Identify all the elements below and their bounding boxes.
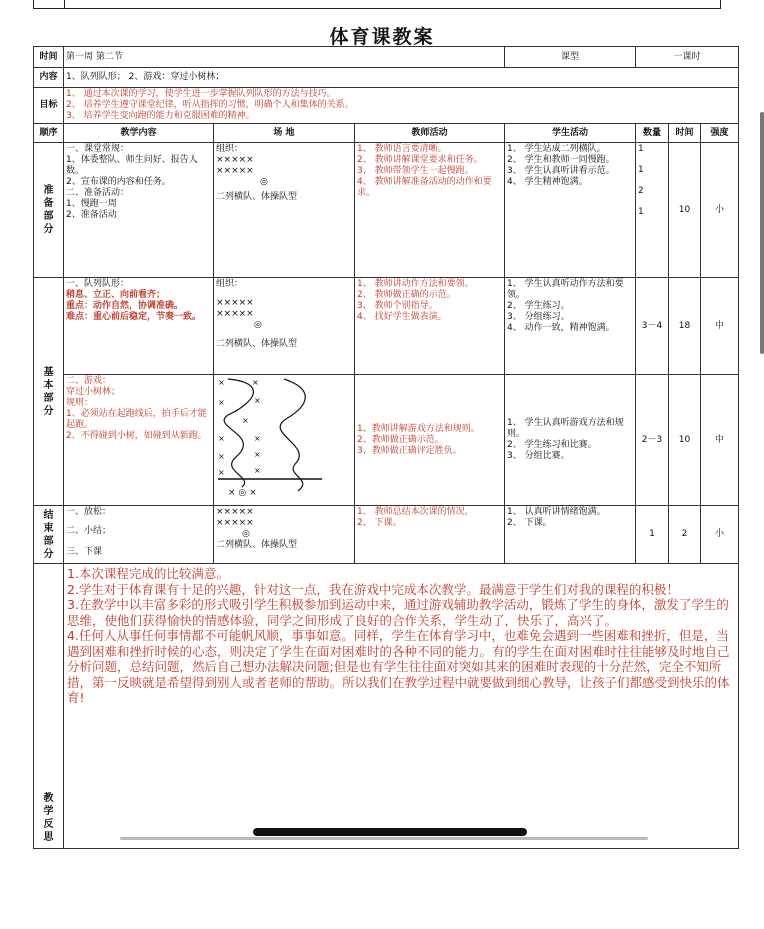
goal-row — [34, 88, 739, 124]
time-row — [34, 47, 739, 68]
reflection-text — [64, 564, 739, 849]
home-indicator[interactable] — [253, 828, 527, 836]
time-value: 第一周 第二节 — [64, 47, 505, 68]
content-value: 1、队列队形； 2、游戏：穿过小树林； — [64, 68, 739, 88]
column-header: 数量 — [636, 124, 669, 143]
tree-marker: × — [218, 452, 225, 461]
tree-marker: × — [254, 450, 261, 459]
tree-marker: × — [242, 416, 249, 425]
reflection-label: 教学反思 — [34, 564, 64, 849]
section-row-basic — [34, 278, 739, 375]
section-qty: 1 1 2 1 — [636, 143, 669, 278]
goal-label: 目标 — [34, 88, 64, 124]
section-field: ××××× ××××× ◎ 二列横队、体操队型 — [214, 506, 355, 564]
section-content: 一、课堂常规： 1、体委整队、师生问好、报告人数。 2、宣布课的内容和任务。 二、准备活动： 1、慢跑一周 2、准备活动 — [64, 143, 214, 278]
section-time: 10 — [669, 143, 701, 278]
tree-marker: × — [254, 396, 261, 405]
section-name: 基本部分 — [34, 278, 64, 506]
type-label: 课型 — [505, 47, 636, 68]
goal-item: 1、 通过本次课的学习，使学生进一步掌握队列队形的方法与技巧。 — [66, 89, 336, 99]
previous-page-table-edge — [33, 0, 721, 9]
section-qty: 1 — [636, 506, 669, 564]
lesson-plan-sheet — [33, 46, 738, 846]
section-teacher: 1、 教师语言要清晰。 2、 教师讲解课堂要求和任务。 3、 教师带领学生一起慢跑。 4、 教师讲解准备活动的动作和要求。 — [355, 143, 505, 278]
game-field-diagram — [214, 375, 355, 506]
section-qty: 2－3 — [636, 375, 669, 506]
section-name: 结束部分 — [34, 506, 64, 564]
reflection-row — [34, 564, 739, 849]
tree-marker: × — [254, 434, 261, 443]
section-row-closing — [34, 506, 739, 564]
tree-marker: × — [218, 378, 225, 387]
column-header: 时间 — [669, 124, 701, 143]
column-header: 场 地 — [214, 124, 355, 143]
type-value: 一课时 — [636, 47, 739, 68]
reflection-paragraph: 2.学生对于体育课有十足的兴趣，针对这一点，我在游戏中完成本次教学。最满意于学生们对我的课程的积极！ — [67, 581, 679, 597]
vertical-scrollbar[interactable] — [760, 112, 764, 354]
game-field-svg — [214, 375, 355, 501]
section-intensity: 中 — [701, 375, 739, 506]
section-field: 组织： ××××× ××××× ◎ 二列横队、体操队型 — [214, 278, 355, 375]
reflection-paragraph: 3.在教学中以丰富多彩的形式吸引学生积极参加到运动中来，通过游戏辅助教学活动，锻炼了学生的身体，激发了学生的思维，使他们获得愉快的情感体验，同学之间形成了良好的合作关系，学生动了，快乐了，高兴了。 — [67, 597, 729, 628]
column-header-row — [34, 124, 739, 143]
column-header: 教师活动 — [355, 124, 505, 143]
tree-marker: × — [218, 468, 225, 477]
section-teacher: 1、 教师讲动作方法和要领。 2、 教师做正确的示范。 3、 教师个别指导。 4、 找好学生做表演。 — [355, 278, 505, 375]
reflection-paragraph: 1.本次课程完成的比较满意。 — [67, 566, 229, 581]
section-teacher: 1、 教师总结本次课的情况。 2、 下课。 — [355, 506, 505, 564]
lesson-plan-table — [33, 46, 739, 849]
content-label: 内容 — [34, 68, 64, 88]
tree-marker: × — [218, 434, 225, 443]
tree-marker: × — [252, 378, 259, 387]
column-header: 教学内容 — [64, 124, 214, 143]
section-intensity: 小 — [701, 143, 739, 278]
tree-marker: × — [218, 398, 225, 407]
section-intensity: 小 — [701, 506, 739, 564]
column-header: 学生活动 — [505, 124, 636, 143]
page-title: 体育课教案 — [329, 26, 435, 48]
horizontal-scroll-track[interactable] — [120, 837, 648, 840]
section-content: 二、游戏： 穿过小树林； 规则： 1、必须站在起跑线后，拍手后才能起跑。 2、不得碰到小树，如碰到从新跑。 — [64, 375, 214, 506]
section-row-preparation — [34, 143, 739, 278]
section-student: 1、 学生认真听游戏方法和规则。 2、 学生练习和比赛。 3、 分组比赛。 — [505, 375, 636, 506]
section-teacher: 1、教师讲解游戏方法和规则。 2、教师做正确示范。 3、教师做正确评定胜负。 — [355, 375, 505, 506]
section-content: 一、放松： 二、小结； 三、下课 — [64, 506, 214, 564]
section-qty: 3－4 — [636, 278, 669, 375]
section-field: 组织： ××××× ××××× ◎ 二列横队、体操队型 — [214, 143, 355, 278]
section-row-game — [34, 375, 739, 506]
section-student: 1、 学生站成二列横队。 2、 学生和教师一同慢跑。 3、 学生认真听讲看示范。 4、 学生精神饱满。 — [505, 143, 636, 278]
tree-marker: × — [254, 466, 261, 475]
section-time: 2 — [669, 506, 701, 564]
column-header: 顺序 — [34, 124, 64, 143]
column-header: 强度 — [701, 124, 739, 143]
reflection-paragraph: 4.任何人从事任何事情都不可能帆风顺，事事如意。同样，学生在体育学习中，也难免会遇到一些困难和挫折，但是，当遇到困难和挫折时候的心态，则决定了学生在面对困难时的各种不同的能力。有的学生在面对困难时往往能够及时地自己分析问题，总结问题，然后自己想办法解决问题;但是也有学生往往面对突如其来的困难时表现的十分茫然，完全不知所措，第一反映就是希望得到别人或者老师的帮助。所以我们在教学过程中就要做到细心教导，让孩子们都感受到快乐的体育! — [67, 628, 730, 705]
content-row — [34, 68, 739, 88]
section-time: 10 — [669, 375, 701, 506]
section-content: 一、队列队形： 稍息、立正、向前看齐； 重点：动作自然，协调准确。 难点：重心前后稳定，节奏一致。 — [64, 278, 214, 375]
goal-list — [64, 88, 739, 124]
goal-item: 3、 培养学生变向跑的能力和克服困难的精神。 — [66, 111, 255, 121]
section-time: 18 — [669, 278, 701, 375]
time-label: 时间 — [34, 47, 64, 68]
section-student: 1、 认真听讲情绪饱满。 2、 下课。 — [505, 506, 636, 564]
section-student: 1、 学生认真听动作方法和要领。 2、 学生练习。 3、 分组练习。 4、 动作一致，精神饱满。 — [505, 278, 636, 375]
goal-item: 2、 培养学生遵守课堂纪律，听从指挥的习惯，明确个人和集体的关系。 — [66, 100, 354, 110]
section-name: 准备部分 — [34, 143, 64, 278]
field-bottom-label: × ◎ × — [228, 488, 257, 498]
section-intensity: 中 — [701, 278, 739, 375]
